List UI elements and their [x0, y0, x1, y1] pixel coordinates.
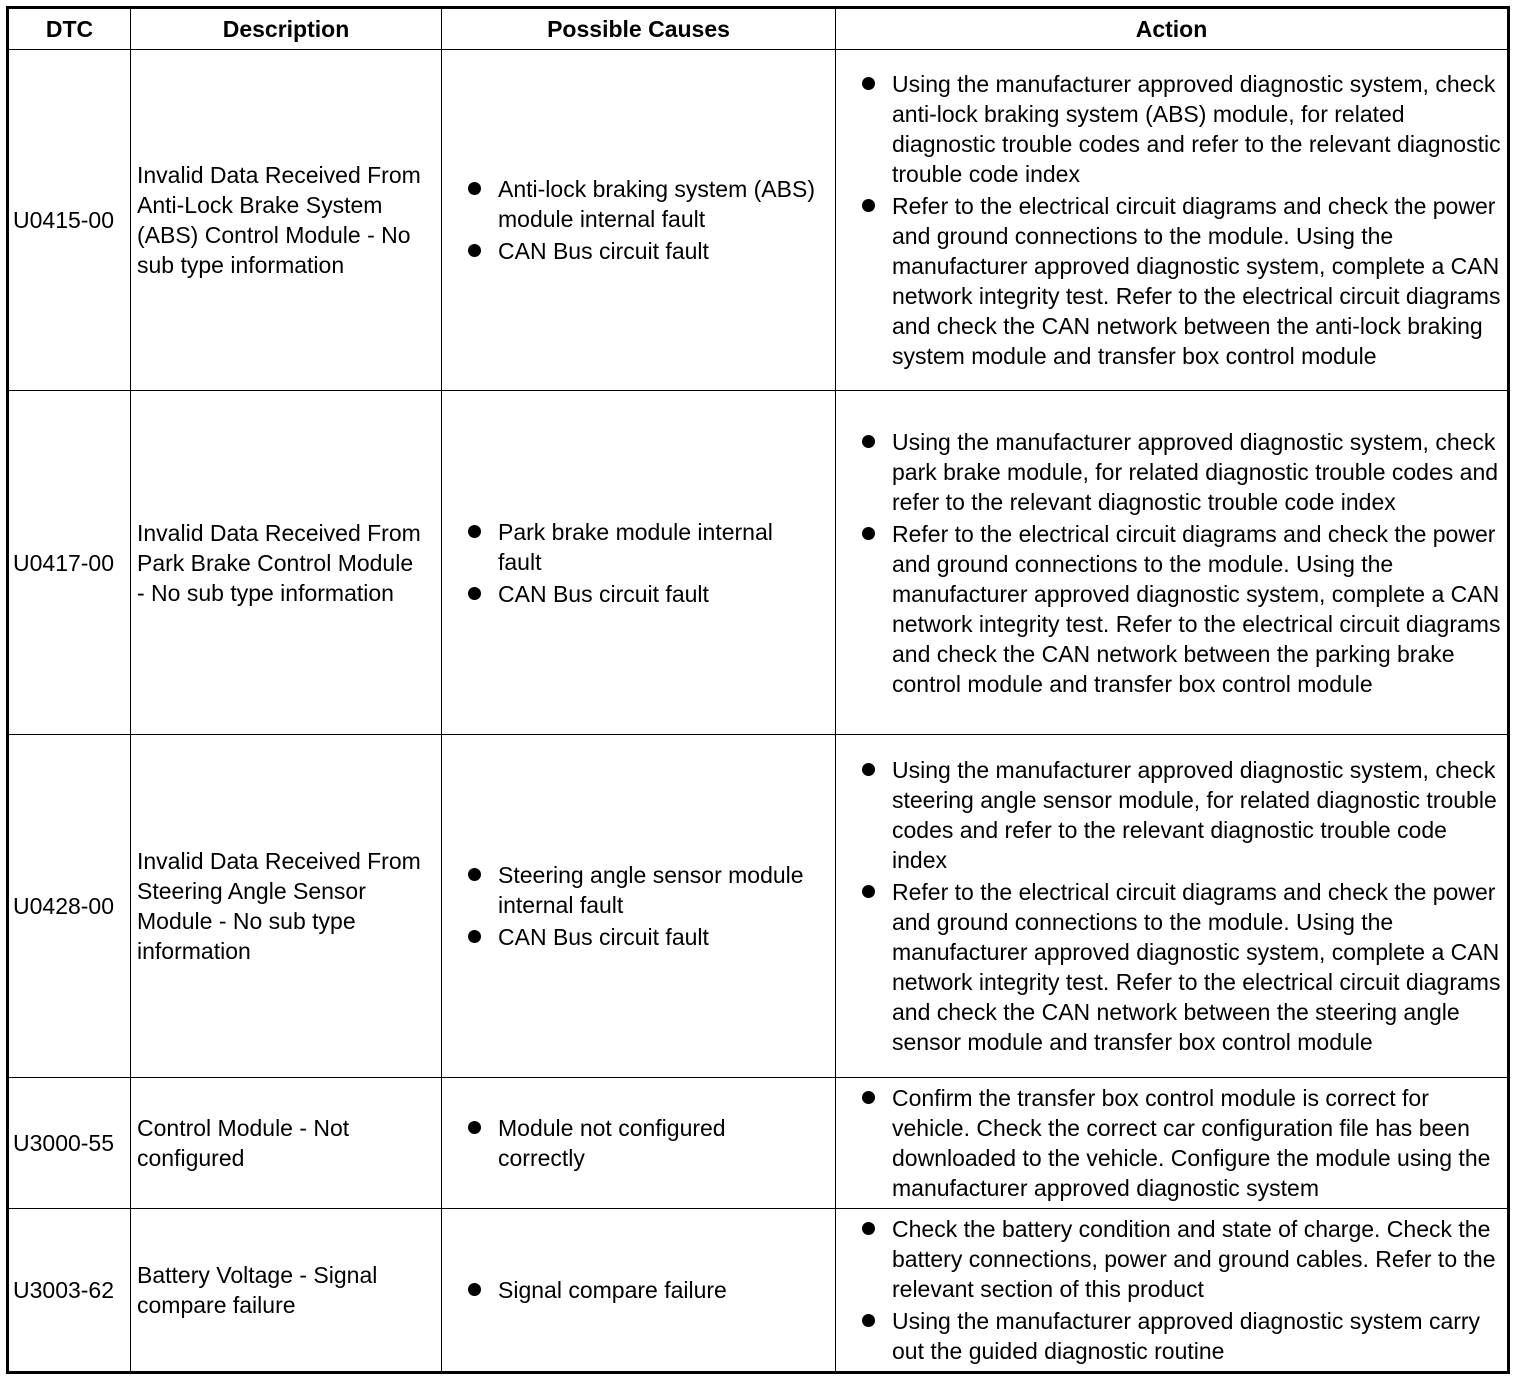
action-item: Confirm the transfer box control module is correct for vehicle. Check the correct car configuration file has been downloaded to the vehicle. Configure the module using the manufacturer approved diagnostic system — [858, 1083, 1505, 1203]
possible-causes — [442, 735, 836, 1078]
actions — [836, 50, 1509, 391]
dtc-code: U0428-00 — [8, 735, 131, 1078]
action-item: Using the manufacturer approved diagnostic system carry out the guided diagnostic routine — [858, 1306, 1505, 1366]
header-description: Description — [131, 8, 442, 50]
dtc-code: U0415-00 — [8, 50, 131, 391]
possible-causes — [442, 1209, 836, 1373]
cause-item: CAN Bus circuit fault — [464, 579, 815, 609]
action-item: Refer to the electrical circuit diagrams and check the power and ground connections to the module. Using the manufacturer approved diagnostic system, complete a CAN network integrity test. Refer to the electrical circuit diagrams and check the CAN network between the anti-lock braking system module and transfer box control module — [858, 191, 1505, 371]
cause-item: Signal compare failure — [464, 1275, 815, 1305]
action-item: Using the manufacturer approved diagnostic system, check steering angle sensor module, for related diagnostic trouble codes and refer to the relevant diagnostic trouble code index — [858, 755, 1505, 875]
dtc-table — [6, 6, 1510, 1374]
dtc-description: Invalid Data Received From Park Brake Control Module - No sub type information — [131, 391, 442, 735]
cause-item: Anti-lock braking system (ABS) module internal fault — [464, 174, 815, 234]
cause-item: CAN Bus circuit fault — [464, 236, 815, 266]
cause-item: Park brake module internal fault — [464, 517, 815, 577]
action-item: Using the manufacturer approved diagnostic system, check park brake module, for related diagnostic trouble codes and refer to the relevant diagnostic trouble code index — [858, 427, 1505, 517]
actions — [836, 1078, 1509, 1209]
table-row — [8, 735, 1509, 1078]
table-row — [8, 50, 1509, 391]
dtc-code: U3000-55 — [8, 1078, 131, 1209]
actions — [836, 1209, 1509, 1373]
table-row — [8, 391, 1509, 735]
table-row — [8, 1078, 1509, 1209]
header-possible-causes: Possible Causes — [442, 8, 836, 50]
actions — [836, 735, 1509, 1078]
header-action: Action — [836, 8, 1509, 50]
action-item: Using the manufacturer approved diagnostic system, check anti-lock braking system (ABS) module, for related diagnostic trouble codes and refer to the relevant diagnostic trouble code index — [858, 69, 1505, 189]
possible-causes — [442, 50, 836, 391]
cause-item: Module not configured correctly — [464, 1113, 815, 1173]
dtc-description: Battery Voltage - Signal compare failure — [131, 1209, 442, 1373]
table-row — [8, 1209, 1509, 1373]
action-item: Refer to the electrical circuit diagrams and check the power and ground connections to the module. Using the manufacturer approved diagnostic system, complete a CAN network integrity test. Refer to the electrical circuit diagrams and check the CAN network between the steering angle sensor module and transfer box control module — [858, 877, 1505, 1057]
dtc-description: Invalid Data Received From Anti-Lock Brake System (ABS) Control Module - No sub type information — [131, 50, 442, 391]
dtc-description: Invalid Data Received From Steering Angle Sensor Module - No sub type information — [131, 735, 442, 1078]
header-dtc: DTC — [8, 8, 131, 50]
action-item: Refer to the electrical circuit diagrams and check the power and ground connections to the module. Using the manufacturer approved diagnostic system, complete a CAN network integrity test. Refer to the electrical circuit diagrams and check the CAN network between the parking brake control module and transfer box control module — [858, 519, 1505, 699]
possible-causes — [442, 1078, 836, 1209]
cause-item: Steering angle sensor module internal fault — [464, 860, 815, 920]
action-item: Check the battery condition and state of charge. Check the battery connections, power and ground cables. Refer to the relevant section of this product — [858, 1214, 1505, 1304]
possible-causes — [442, 391, 836, 735]
header-row — [8, 8, 1509, 50]
dtc-code: U3003-62 — [8, 1209, 131, 1373]
actions — [836, 391, 1509, 735]
cause-item: CAN Bus circuit fault — [464, 922, 815, 952]
dtc-code: U0417-00 — [8, 391, 131, 735]
dtc-description: Control Module - Not configured — [131, 1078, 442, 1209]
